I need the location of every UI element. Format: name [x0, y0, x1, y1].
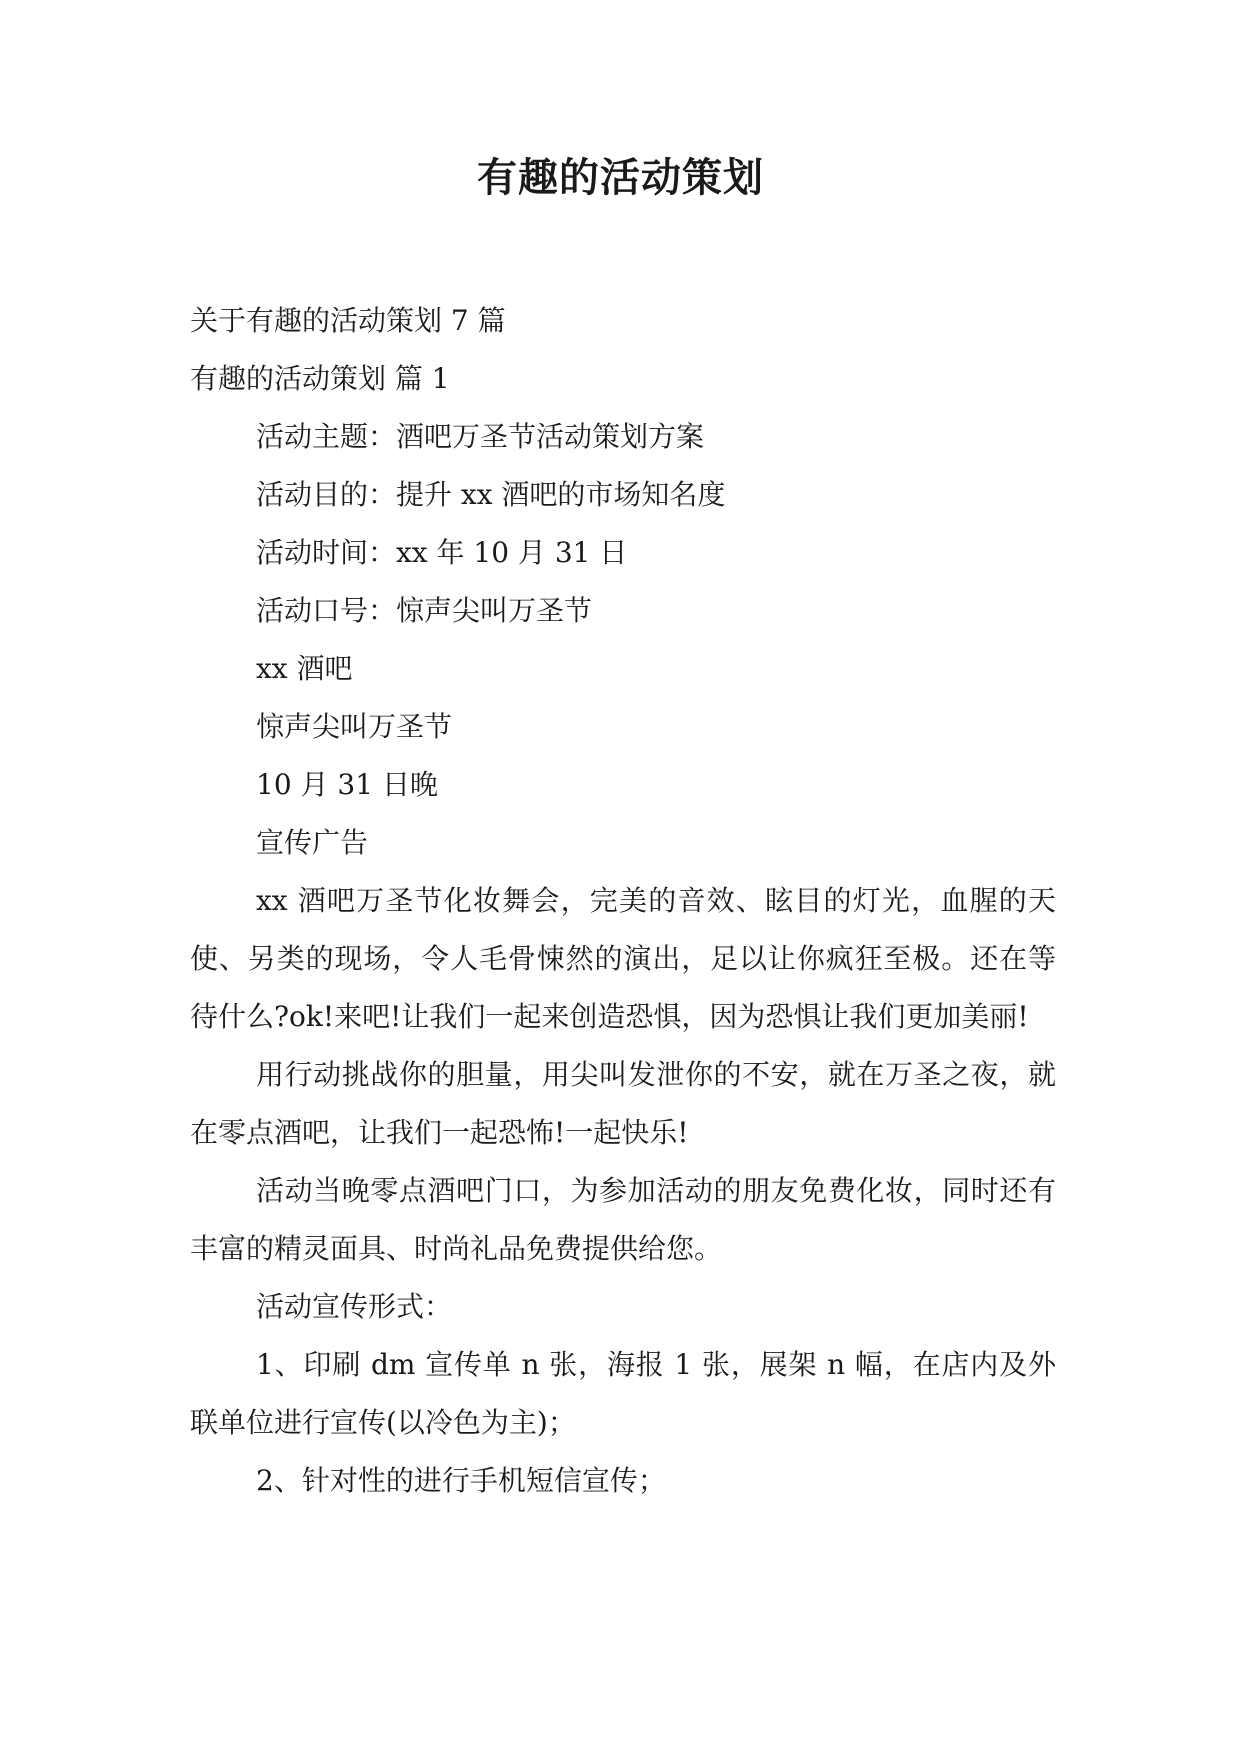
- paragraph-ad-description: xx 酒吧万圣节化妆舞会，完美的音效、眩目的灯光，血腥的天使、另类的现场，令人毛骨悚然的演出，足以让你疯狂至极。还在等待什么?ok!来吧!让我们一起来创造恐惧，因为恐惧让我们更加美丽!: [190, 884, 1056, 1033]
- poster-event-name: 惊声尖叫万圣节: [256, 710, 453, 743]
- promo-heading: 活动宣传形式：: [256, 1290, 453, 1323]
- document-body: [190, 292, 1056, 1510]
- document-title: 有趣的活动策划: [477, 154, 764, 201]
- field-slogan: 活动口号：惊声尖叫万圣节: [256, 594, 593, 627]
- paragraph-makeup: 活动当晚零点酒吧门口，为参加活动的朋友免费化妆，同时还有丰富的精灵面具、时尚礼品免费提供给您。: [190, 1174, 1056, 1265]
- paragraph-challenge: 用行动挑战你的胆量，用尖叫发泄你的不安，就在万圣之夜，就在零点酒吧，让我们一起恐怖!一起快乐!: [190, 1058, 1056, 1149]
- poster-date: 10 月 31 日晚: [256, 768, 438, 801]
- field-purpose: 活动目的：提升 xx 酒吧的市场知名度: [256, 478, 726, 511]
- field-time: 活动时间：xx 年 10 月 31 日: [256, 536, 628, 569]
- ad-label: 宣传广告: [256, 826, 369, 859]
- section-heading: 有趣的活动策划 篇 1: [190, 362, 450, 395]
- promo-item-1: 1、印刷 dm 宣传单 n 张，海报 1 张，展架 n 幅，在店内及外联单位进行宣传(以冷色为主)；: [190, 1348, 1056, 1439]
- promo-item-2: 2、针对性的进行手机短信宣传；: [256, 1464, 666, 1497]
- poster-bar-name: xx 酒吧: [256, 652, 353, 685]
- document-subtitle: 关于有趣的活动策划 7 篇: [190, 304, 506, 337]
- field-theme: 活动主题：酒吧万圣节活动策划方案: [256, 420, 705, 453]
